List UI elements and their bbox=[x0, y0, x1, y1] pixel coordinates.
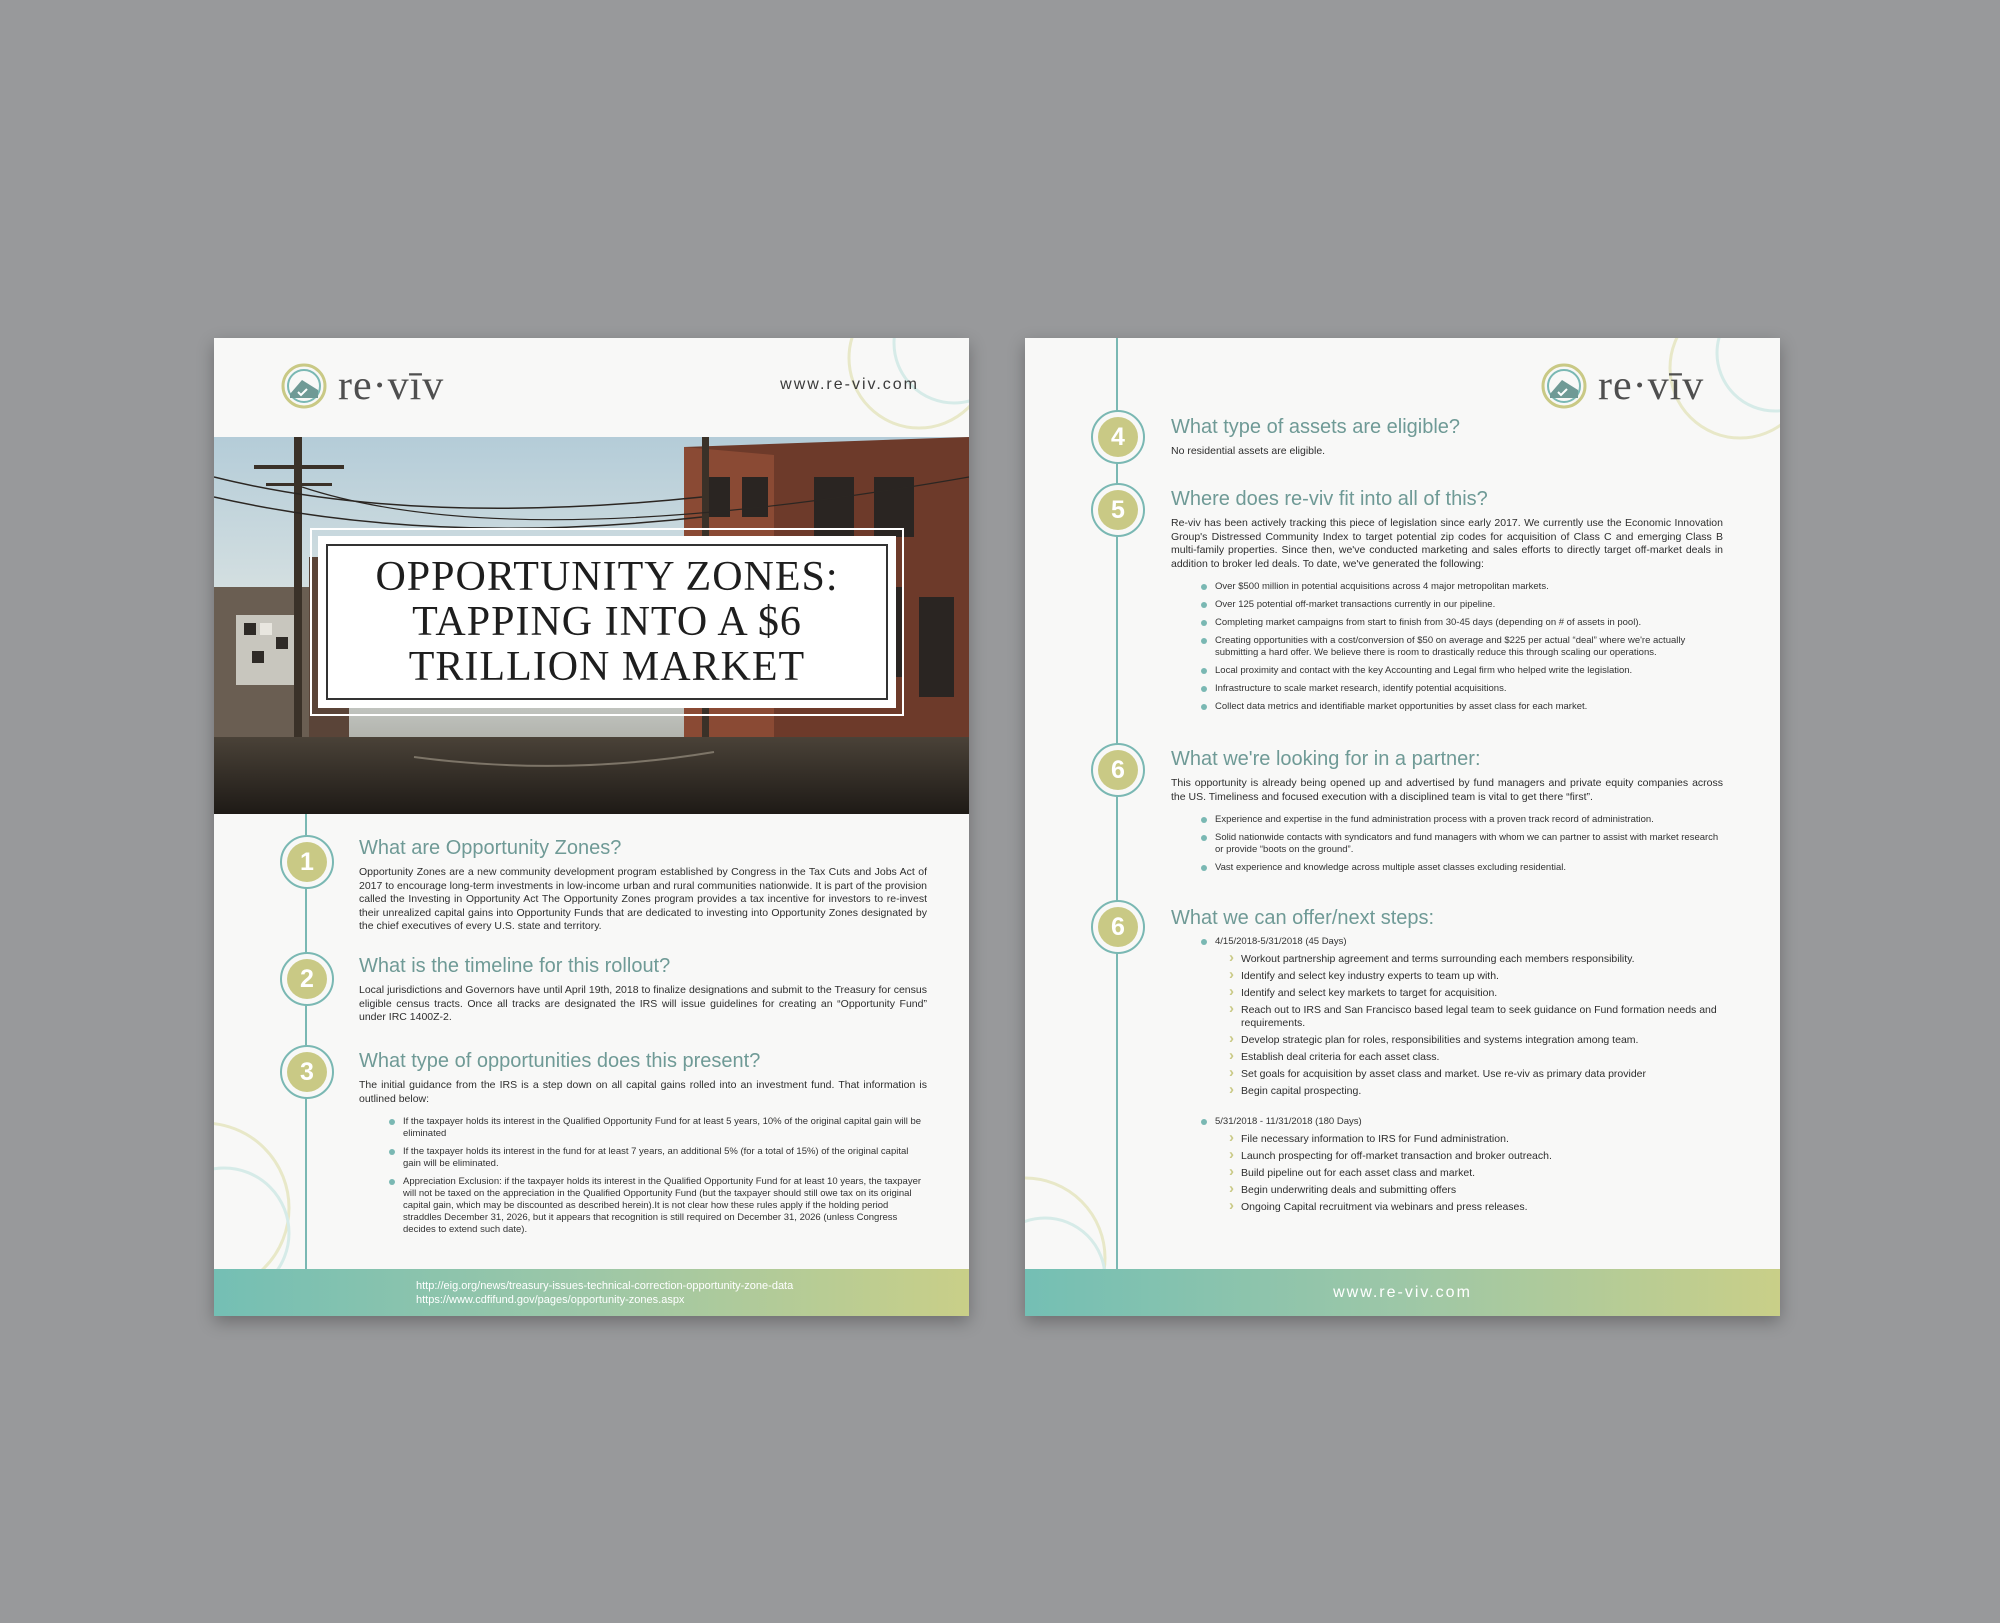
list-item: Infrastructure to scale market research, identify potential acquisitions. bbox=[1215, 683, 1723, 695]
timeline-line bbox=[1116, 338, 1118, 1269]
list-item: Experience and expertise in the fund administration process with a proven track record of administration. bbox=[1215, 814, 1723, 826]
step-number: 2 bbox=[287, 959, 327, 999]
house-logo-icon bbox=[280, 362, 328, 410]
list-item: › Identify and select key markets to target for acquisition. bbox=[1241, 987, 1723, 1000]
section-title: What type of assets are eligible? bbox=[1171, 416, 1461, 438]
step-number: 1 bbox=[287, 842, 327, 882]
footer-bar bbox=[214, 1269, 969, 1316]
list-item: › Develop strategic plan for roles, responsibilities and systems integration among team. bbox=[1241, 1034, 1723, 1047]
brand-logo bbox=[280, 362, 444, 410]
section-title: What is the timeline for this rollout? bbox=[359, 955, 671, 977]
list-item: › Set goals for acquisition by asset class and market. Use re-viv as primary data provider bbox=[1241, 1068, 1723, 1081]
section-title: What we're looking for in a partner: bbox=[1171, 748, 1481, 770]
step-number-badge bbox=[1091, 900, 1145, 954]
list-item: › Begin underwriting deals and submitting offers bbox=[1241, 1184, 1723, 1197]
step-list bbox=[1171, 1133, 1723, 1214]
list-item: Over $500 million in potential acquisitions across 4 major metropolitan markets. bbox=[1215, 581, 1723, 593]
section-body: No residential assets are eligible. bbox=[1171, 445, 1326, 457]
list-item: If the taxpayer holds its interest in the Qualified Opportunity Fund for at least 5 years, 10% of the original capital gain will be eliminated bbox=[403, 1116, 927, 1140]
brand-name: re·vīv bbox=[1598, 363, 1705, 409]
section-partner bbox=[1171, 748, 1723, 880]
bullet-list bbox=[1171, 581, 1723, 713]
section-next-steps bbox=[1171, 907, 1723, 1218]
list-item: › Begin capital prospecting. bbox=[1241, 1085, 1723, 1098]
list-item: Collect data metrics and identifiable market opportunities by asset class for each market. bbox=[1215, 701, 1723, 713]
step-number: 5 bbox=[1098, 490, 1138, 530]
step-number-badge bbox=[280, 1045, 334, 1099]
website-url[interactable]: www.re-viv.com bbox=[780, 376, 919, 393]
list-item: › Workout partnership agreement and terms surrounding each members responsibility. bbox=[1241, 953, 1723, 966]
list-item: › Identify and select key industry experts to team up with. bbox=[1241, 970, 1723, 983]
section-title: What are Opportunity Zones? bbox=[359, 837, 622, 859]
hero-title: OPPORTUNITY ZONES: TAPPING INTO A $6 TRILLION MARKET bbox=[375, 553, 839, 690]
step-number: 4 bbox=[1098, 417, 1138, 457]
list-item: › Build pipeline out for each asset class and market. bbox=[1241, 1167, 1723, 1180]
list-item: › Establish deal criteria for each asset class. bbox=[1241, 1051, 1723, 1064]
section-body: Re-viv has been actively tracking this piece of legislation since early 2017. We currently use the Economic Innovation Group's Distressed Community Index to target potential zip codes for acquisition of Class C and emerging Class B multi-family properties. Since then, we've conducted marketing and sales efforts to directly target off-market deals in addition to broker led deals. To date, we've generated the following: bbox=[1171, 517, 1723, 570]
list-item: Appreciation Exclusion: if the taxpayer holds its interest in the Qualified Opportunity Fund for at least 10 years, the taxpayer will not be taxed on the appreciation in the Qualified Opportunity Fund (but the taxpayer should still owe tax on its original capital gain, which may be discounted as described herein).It is not clear how these rules apply if the holding period straddles December 31, 2026, but it appears that recognition is still required on December 31, 2026 (unless Congress decides to extend such date). bbox=[403, 1176, 927, 1236]
list-item: If the taxpayer holds its interest in the fund for at least 7 years, an additional 5% (for a total of 15%) of the original capital gain will be eliminated. bbox=[403, 1146, 927, 1170]
section-what-are-opportunity-zones bbox=[359, 837, 927, 934]
phase-label: 5/31/2018 - 11/31/2018 (180 Days) bbox=[1171, 1116, 1723, 1127]
list-item: › File necessary information to IRS for Fund administration. bbox=[1241, 1133, 1723, 1146]
footer-bar bbox=[1025, 1269, 1780, 1316]
section-body: The initial guidance from the IRS is a step down on all capital gains rolled into an investment fund. That information is outlined below: bbox=[359, 1079, 927, 1105]
flyer-page-front bbox=[214, 338, 969, 1316]
website-url[interactable]: www.re-viv.com bbox=[1333, 1283, 1472, 1301]
step-number: 3 bbox=[287, 1052, 327, 1092]
list-item: › Reach out to IRS and San Francisco based legal team to seek guidance on Fund formation needs and requirements. bbox=[1241, 1004, 1723, 1030]
section-body: This opportunity is already being opened up and advertised by fund managers and private equity companies across the US. Timeliness and focused execution with a disciplined team is vital to get there “first”. bbox=[1171, 777, 1723, 803]
source-link[interactable]: https://www.cdfifund.gov/pages/opportunity-zones.aspx bbox=[416, 1293, 685, 1306]
section-body: Local jurisdictions and Governors have until April 19th, 2018 to finalize designations and submit to the Treasury for census eligible census tracts. Once all tracks are designated the IRS will issue guidelines for creating an “Opportunity Fund” under IRC 1400Z-2. bbox=[359, 984, 927, 1023]
section-opportunities bbox=[359, 1050, 927, 1242]
section-timeline bbox=[359, 955, 927, 1025]
hero-title-box bbox=[318, 536, 896, 708]
step-number-badge bbox=[1091, 743, 1145, 797]
section-eligible-assets bbox=[1171, 416, 1723, 459]
list-item: Local proximity and contact with the key Accounting and Legal firm who helped write the legislation. bbox=[1215, 665, 1723, 677]
section-body: Opportunity Zones are a new community development program established by Congress in the Tax Cuts and Jobs Act of 2017 to encourage long-term investments in low-income urban and rural communities nationwide. It is part of the provision called the Investing in Opportunity Act The Opportunity Zones program provides a tax incentive for investors to re-invest their unrealized capital gains into Opportunity Funds that are dedicated to investing into Opportunity Zones designated by the chief executives of every U.S. state and territory. bbox=[359, 866, 927, 932]
section-title: What type of opportunities does this present? bbox=[359, 1050, 761, 1072]
step-list bbox=[1171, 953, 1723, 1098]
section-where-reviv-fits bbox=[1171, 488, 1723, 719]
phase-label: 4/15/2018-5/31/2018 (45 Days) bbox=[1171, 936, 1723, 947]
house-logo-icon bbox=[1540, 362, 1588, 410]
step-number: 6 bbox=[1098, 750, 1138, 790]
section-title: What we can offer/next steps: bbox=[1171, 907, 1435, 929]
step-number-badge bbox=[280, 835, 334, 889]
list-item: › Launch prospecting for off-market transaction and broker outreach. bbox=[1241, 1150, 1723, 1163]
source-link[interactable]: http://eig.org/news/treasury-issues-technical-correction-opportunity-zone-data bbox=[416, 1279, 794, 1292]
list-item: Solid nationwide contacts with syndicators and fund managers with whom we can partner to assist with market research or provide “boots on the ground”. bbox=[1215, 832, 1723, 856]
bullet-list bbox=[359, 1116, 927, 1236]
step-number: 6 bbox=[1098, 907, 1138, 947]
brand-name: re·vīv bbox=[338, 363, 445, 409]
step-number-badge bbox=[1091, 410, 1145, 464]
list-item: Creating opportunities with a cost/conversion of $50 on average and $225 per actual “deal” where we're actually submitting a hard offer. We believe there is room to drastically reduce this through scaling our operations. bbox=[1215, 635, 1723, 659]
flyer-page-back bbox=[1025, 338, 1780, 1316]
list-item: Vast experience and knowledge across multiple asset classes excluding residential. bbox=[1215, 862, 1723, 874]
step-number-badge bbox=[1091, 483, 1145, 537]
step-number-badge bbox=[280, 952, 334, 1006]
list-item: › Ongoing Capital recruitment via webinars and press releases. bbox=[1241, 1201, 1723, 1214]
brand-logo bbox=[1540, 362, 1704, 410]
hero-banner bbox=[214, 437, 969, 814]
section-title: Where does re-viv fit into all of this? bbox=[1171, 488, 1488, 510]
list-item: Completing market campaigns from start to finish from 30-45 days (depending on # of assets in pool). bbox=[1215, 617, 1723, 629]
list-item: Over 125 potential off-market transactions currently in our pipeline. bbox=[1215, 599, 1723, 611]
bullet-list bbox=[1171, 814, 1723, 874]
